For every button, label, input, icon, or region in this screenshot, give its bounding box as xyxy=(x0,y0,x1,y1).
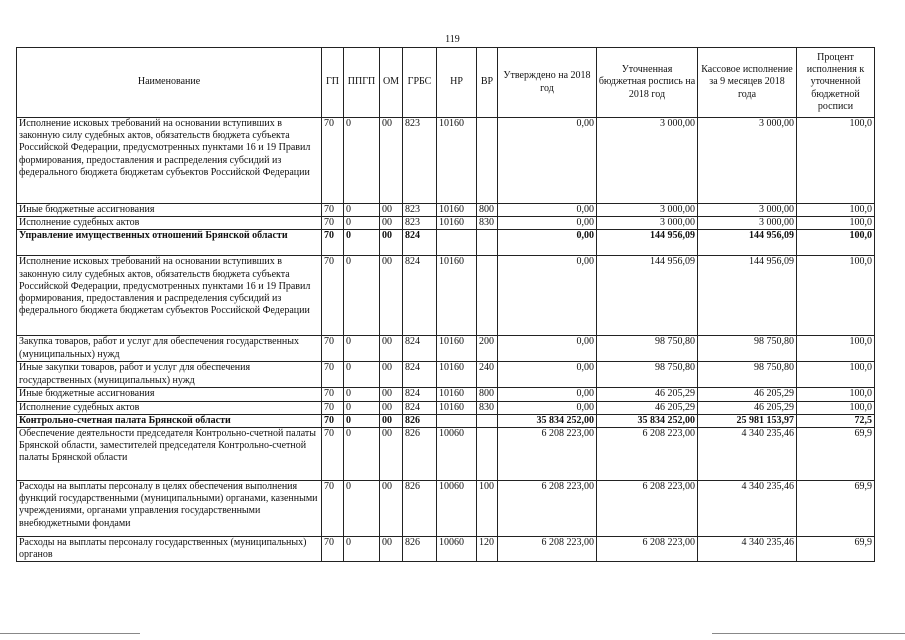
cell-om: 00 xyxy=(380,256,403,336)
cell-vr xyxy=(477,256,498,336)
cell-nr: 10060 xyxy=(437,481,477,537)
cell-approved: 0,00 xyxy=(498,230,597,256)
cell-grbs: 826 xyxy=(403,537,437,562)
cell-nr xyxy=(437,230,477,256)
cell-name: Расходы на выплаты персоналу государственных (муниципальных) органов xyxy=(17,537,322,562)
cell-cash: 4 340 235,46 xyxy=(698,481,797,537)
cell-approved: 0,00 xyxy=(498,118,597,204)
cell-ppgp: 0 xyxy=(344,428,380,481)
table-header-row xyxy=(17,48,875,118)
cell-refined: 6 208 223,00 xyxy=(597,481,698,537)
cell-nr: 10060 xyxy=(437,537,477,562)
table-row xyxy=(17,336,875,362)
cell-name: Расходы на выплаты персоналу в целях обеспечения выполнения функций государственными (муниципальными) органами, казенными учреждениями, органами управления государственными внебюджетными фондами xyxy=(17,481,322,537)
cell-ppgp: 0 xyxy=(344,481,380,537)
cell-cash: 98 750,80 xyxy=(698,336,797,362)
cell-nr: 10160 xyxy=(437,217,477,230)
cell-nr: 10160 xyxy=(437,118,477,204)
table-body xyxy=(17,118,875,562)
table-row xyxy=(17,537,875,562)
cell-gp: 70 xyxy=(322,256,344,336)
table-row xyxy=(17,230,875,256)
cell-vr xyxy=(477,414,498,427)
cell-grbs: 823 xyxy=(403,217,437,230)
cell-gp: 70 xyxy=(322,428,344,481)
cell-percent: 72,5 xyxy=(797,414,875,427)
cell-gp: 70 xyxy=(322,217,344,230)
cell-name: Исполнение судебных актов xyxy=(17,401,322,414)
cell-vr: 120 xyxy=(477,537,498,562)
cell-percent: 100,0 xyxy=(797,217,875,230)
cell-percent: 100,0 xyxy=(797,204,875,217)
cell-percent: 100,0 xyxy=(797,388,875,401)
cell-cash: 3 000,00 xyxy=(698,217,797,230)
cell-ppgp: 0 xyxy=(344,230,380,256)
cell-name: Иные бюджетные ассигнования xyxy=(17,204,322,217)
header-om: ОМ xyxy=(380,48,403,118)
budget-table xyxy=(16,47,875,562)
cell-om: 00 xyxy=(380,118,403,204)
cell-cash: 98 750,80 xyxy=(698,362,797,388)
cell-grbs: 826 xyxy=(403,481,437,537)
cell-ppgp: 0 xyxy=(344,204,380,217)
cell-approved: 0,00 xyxy=(498,362,597,388)
cell-cash: 3 000,00 xyxy=(698,204,797,217)
cell-om: 00 xyxy=(380,230,403,256)
cell-gp: 70 xyxy=(322,118,344,204)
cell-grbs: 824 xyxy=(403,256,437,336)
cell-nr: 10160 xyxy=(437,401,477,414)
cell-refined: 98 750,80 xyxy=(597,336,698,362)
cell-approved: 6 208 223,00 xyxy=(498,481,597,537)
cell-nr: 10160 xyxy=(437,388,477,401)
cell-ppgp: 0 xyxy=(344,401,380,414)
bottom-rule-left xyxy=(0,633,140,634)
cell-om: 00 xyxy=(380,388,403,401)
cell-om: 00 xyxy=(380,401,403,414)
cell-gp: 70 xyxy=(322,401,344,414)
cell-percent: 69,9 xyxy=(797,481,875,537)
header-ppgp: ППГП xyxy=(344,48,380,118)
cell-approved: 0,00 xyxy=(498,204,597,217)
cell-nr: 10160 xyxy=(437,256,477,336)
cell-approved: 0,00 xyxy=(498,336,597,362)
cell-nr xyxy=(437,414,477,427)
cell-approved: 35 834 252,00 xyxy=(498,414,597,427)
cell-percent: 69,9 xyxy=(797,428,875,481)
cell-om: 00 xyxy=(380,217,403,230)
cell-vr xyxy=(477,118,498,204)
cell-cash: 25 981 153,97 xyxy=(698,414,797,427)
cell-gp: 70 xyxy=(322,336,344,362)
cell-cash: 144 956,09 xyxy=(698,230,797,256)
cell-ppgp: 0 xyxy=(344,388,380,401)
cell-gp: 70 xyxy=(322,537,344,562)
cell-om: 00 xyxy=(380,481,403,537)
cell-om: 00 xyxy=(380,537,403,562)
cell-cash: 3 000,00 xyxy=(698,118,797,204)
header-cash: Кассовое исполнение за 9 месяцев 2018 года xyxy=(698,48,797,118)
cell-ppgp: 0 xyxy=(344,336,380,362)
cell-nr: 10060 xyxy=(437,428,477,481)
cell-cash: 4 340 235,46 xyxy=(698,428,797,481)
cell-name: Управление имущественных отношений Брянской области xyxy=(17,230,322,256)
cell-ppgp: 0 xyxy=(344,414,380,427)
cell-percent: 100,0 xyxy=(797,362,875,388)
table-row xyxy=(17,118,875,204)
cell-vr: 800 xyxy=(477,388,498,401)
cell-vr: 200 xyxy=(477,336,498,362)
table-row xyxy=(17,388,875,401)
table-row xyxy=(17,362,875,388)
cell-percent: 100,0 xyxy=(797,336,875,362)
cell-refined: 46 205,29 xyxy=(597,401,698,414)
cell-refined: 46 205,29 xyxy=(597,388,698,401)
cell-percent: 69,9 xyxy=(797,537,875,562)
cell-refined: 144 956,09 xyxy=(597,256,698,336)
cell-om: 00 xyxy=(380,428,403,481)
cell-grbs: 823 xyxy=(403,118,437,204)
cell-om: 00 xyxy=(380,204,403,217)
bottom-rule-right xyxy=(712,633,905,634)
cell-nr: 10160 xyxy=(437,204,477,217)
cell-approved: 0,00 xyxy=(498,388,597,401)
cell-om: 00 xyxy=(380,414,403,427)
cell-refined: 6 208 223,00 xyxy=(597,537,698,562)
header-grbs: ГРБС xyxy=(403,48,437,118)
cell-grbs: 826 xyxy=(403,414,437,427)
cell-refined: 144 956,09 xyxy=(597,230,698,256)
cell-gp: 70 xyxy=(322,230,344,256)
cell-approved: 0,00 xyxy=(498,401,597,414)
cell-vr: 800 xyxy=(477,204,498,217)
cell-refined: 6 208 223,00 xyxy=(597,428,698,481)
cell-refined: 3 000,00 xyxy=(597,217,698,230)
cell-name: Контрольно-счетная палата Брянской области xyxy=(17,414,322,427)
cell-grbs: 824 xyxy=(403,230,437,256)
cell-gp: 70 xyxy=(322,481,344,537)
cell-ppgp: 0 xyxy=(344,217,380,230)
table-row xyxy=(17,401,875,414)
cell-name: Обеспечение деятельности председателя Контрольно-счетной палаты Брянской области, заместителей председателя Контрольно-счетной палаты Брянской области xyxy=(17,428,322,481)
cell-percent: 100,0 xyxy=(797,230,875,256)
table-row xyxy=(17,217,875,230)
header-gp: ГП xyxy=(322,48,344,118)
cell-vr: 830 xyxy=(477,217,498,230)
cell-gp: 70 xyxy=(322,388,344,401)
cell-vr: 240 xyxy=(477,362,498,388)
header-refined: Уточненная бюджетная роспись на 2018 год xyxy=(597,48,698,118)
cell-refined: 98 750,80 xyxy=(597,362,698,388)
cell-gp: 70 xyxy=(322,204,344,217)
table-row xyxy=(17,204,875,217)
header-nr: НР xyxy=(437,48,477,118)
cell-refined: 35 834 252,00 xyxy=(597,414,698,427)
cell-refined: 3 000,00 xyxy=(597,118,698,204)
cell-percent: 100,0 xyxy=(797,118,875,204)
cell-grbs: 824 xyxy=(403,362,437,388)
cell-approved: 0,00 xyxy=(498,256,597,336)
table-row xyxy=(17,414,875,427)
cell-gp: 70 xyxy=(322,362,344,388)
cell-cash: 144 956,09 xyxy=(698,256,797,336)
cell-cash: 46 205,29 xyxy=(698,401,797,414)
cell-grbs: 824 xyxy=(403,336,437,362)
cell-approved: 0,00 xyxy=(498,217,597,230)
table-row xyxy=(17,256,875,336)
cell-name: Закупка товаров, работ и услуг для обеспечения государственных (муниципальных) нужд xyxy=(17,336,322,362)
cell-name: Исполнение судебных актов xyxy=(17,217,322,230)
cell-ppgp: 0 xyxy=(344,362,380,388)
header-name: Наименование xyxy=(17,48,322,118)
cell-name: Исполнение исковых требований на основании вступивших в законную силу судебных актов, обязательств бюджета субъекта Российской Федерации, предусмотренных пунктами 16 и 19 Правил формирования, предоставления и распределения субсидий из федерального бюджета бюджетам субъектов Российской Федерации xyxy=(17,118,322,204)
cell-name: Исполнение исковых требований на основании вступивших в законную силу судебных актов, обязательств бюджета субъекта Российской Федерации, предусмотренных пунктами 16 и 19 Правил формирования, предоставления и распределения субсидий из федерального бюджета бюджетам субъектов Российской Федерации xyxy=(17,256,322,336)
cell-name: Иные закупки товаров, работ и услуг для обеспечения государственных (муниципальных) нужд xyxy=(17,362,322,388)
cell-grbs: 824 xyxy=(403,401,437,414)
cell-vr xyxy=(477,428,498,481)
cell-ppgp: 0 xyxy=(344,256,380,336)
cell-om: 00 xyxy=(380,336,403,362)
cell-gp: 70 xyxy=(322,414,344,427)
cell-cash: 4 340 235,46 xyxy=(698,537,797,562)
cell-vr xyxy=(477,230,498,256)
header-vr: ВР xyxy=(477,48,498,118)
cell-cash: 46 205,29 xyxy=(698,388,797,401)
cell-percent: 100,0 xyxy=(797,401,875,414)
cell-ppgp: 0 xyxy=(344,118,380,204)
cell-vr: 830 xyxy=(477,401,498,414)
cell-refined: 3 000,00 xyxy=(597,204,698,217)
cell-nr: 10160 xyxy=(437,336,477,362)
cell-om: 00 xyxy=(380,362,403,388)
cell-percent: 100,0 xyxy=(797,256,875,336)
cell-grbs: 824 xyxy=(403,388,437,401)
cell-grbs: 823 xyxy=(403,204,437,217)
cell-vr: 100 xyxy=(477,481,498,537)
cell-approved: 6 208 223,00 xyxy=(498,537,597,562)
table-row xyxy=(17,428,875,481)
cell-nr: 10160 xyxy=(437,362,477,388)
cell-approved: 6 208 223,00 xyxy=(498,428,597,481)
cell-name: Иные бюджетные ассигнования xyxy=(17,388,322,401)
header-percent: Процент исполнения к уточненной бюджетной росписи xyxy=(797,48,875,118)
cell-ppgp: 0 xyxy=(344,537,380,562)
cell-grbs: 826 xyxy=(403,428,437,481)
table-row xyxy=(17,481,875,537)
header-approved: Утверждено на 2018 год xyxy=(498,48,597,118)
page-number: 119 xyxy=(445,34,460,45)
